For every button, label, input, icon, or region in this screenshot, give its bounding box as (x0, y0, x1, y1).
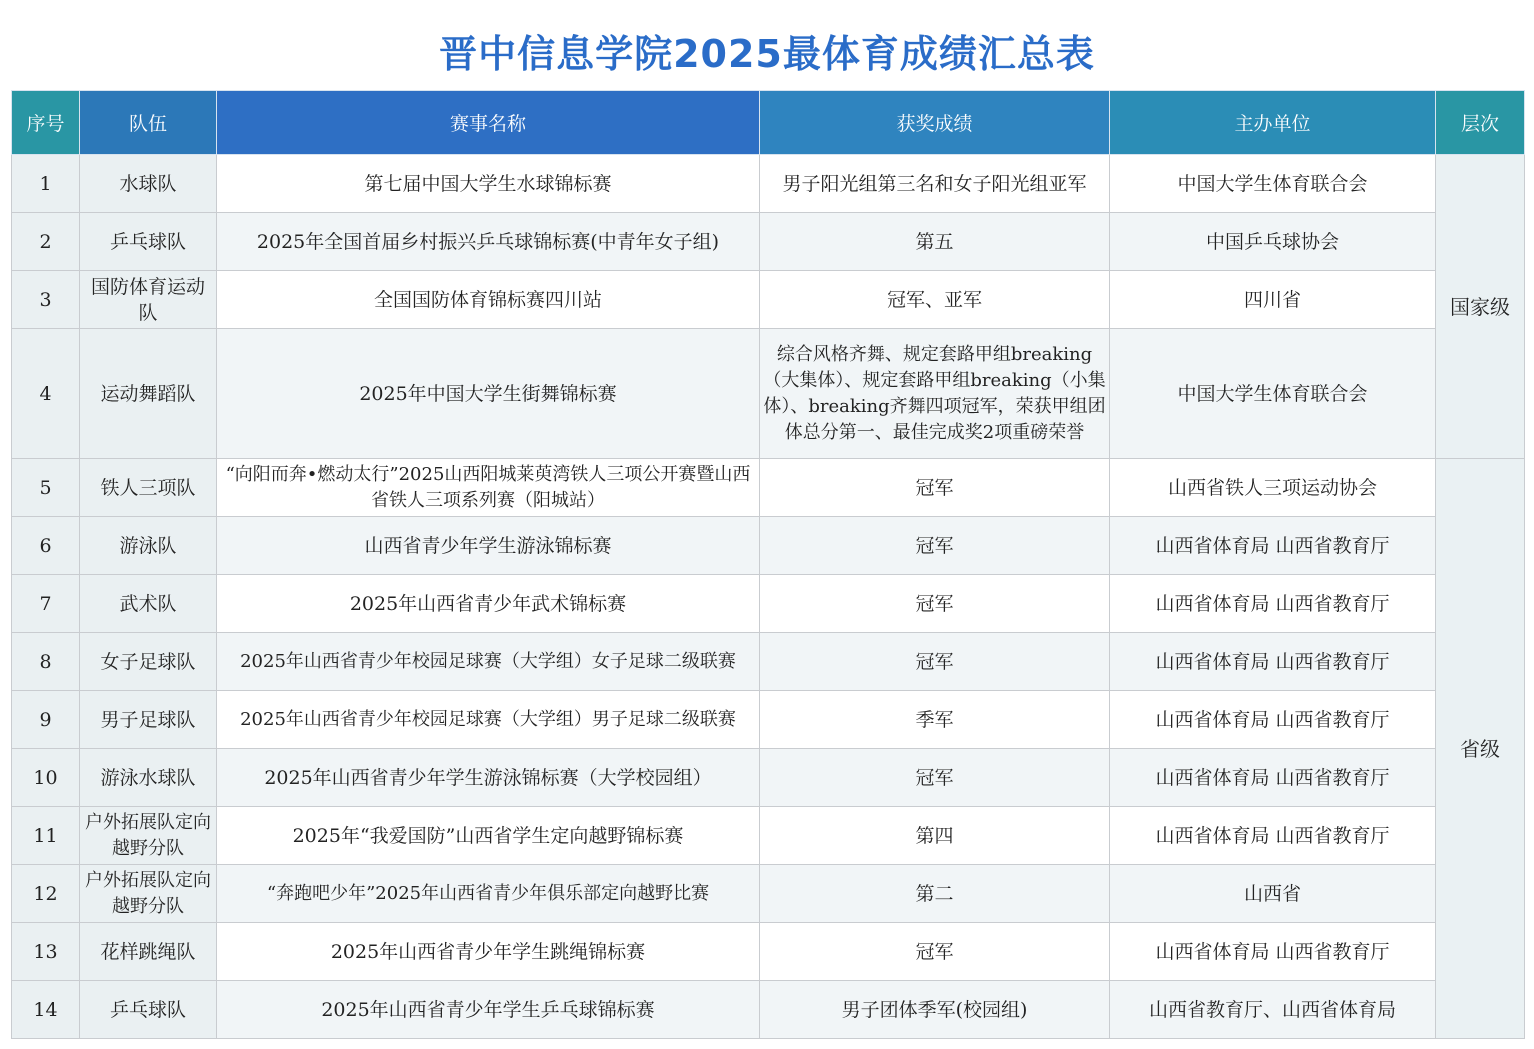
cell-organizer: 中国乒乓球协会 (1110, 213, 1436, 271)
cell-organizer: 中国大学生体育联合会 (1110, 155, 1436, 213)
cell-organizer: 山西省体育局 山西省教育厅 (1110, 923, 1436, 981)
header-event: 赛事名称 (217, 91, 760, 155)
header-result: 获奖成绩 (760, 91, 1110, 155)
table-row (12, 807, 1525, 865)
table-row (12, 691, 1525, 749)
header-team: 队伍 (80, 91, 217, 155)
cell-event: 2025年山西省青少年学生跳绳锦标赛 (217, 923, 760, 981)
cell-organizer: 山西省体育局 山西省教育厅 (1110, 749, 1436, 807)
table-row (12, 517, 1525, 575)
cell-team: 乒乓球队 (80, 213, 217, 271)
page-title: 晋中信息学院2025最体育成绩汇总表 (439, 32, 1095, 76)
header-level: 层次 (1436, 91, 1525, 155)
cell-result: 冠军 (760, 633, 1110, 691)
cell-event: 2025年山西省青少年学生乒乓球锦标赛 (217, 981, 760, 1039)
cell-no: 5 (12, 459, 80, 517)
cell-team: 国防体育运动队 (80, 271, 217, 329)
cell-no: 10 (12, 749, 80, 807)
cell-no: 6 (12, 517, 80, 575)
cell-event: 2025年全国首届乡村振兴乒乓球锦标赛(中青年女子组) (217, 213, 760, 271)
cell-event: 2025年山西省青少年校园足球赛（大学组）女子足球二级联赛 (217, 633, 760, 691)
table-row (12, 459, 1525, 517)
cell-no: 14 (12, 981, 80, 1039)
cell-no: 4 (12, 329, 80, 459)
table-row (12, 329, 1525, 459)
cell-team: 运动舞蹈队 (80, 329, 217, 459)
cell-result: 第二 (760, 865, 1110, 923)
cell-organizer: 山西省体育局 山西省教育厅 (1110, 691, 1436, 749)
cell-event: 山西省青少年学生游泳锦标赛 (217, 517, 760, 575)
cell-event: “向阳而奔•燃动太行”2025山西阳城莱萸湾铁人三项公开赛暨山西省铁人三项系列赛（阳城站） (217, 459, 760, 517)
cell-team: 铁人三项队 (80, 459, 217, 517)
table-row (12, 865, 1525, 923)
cell-event: 2025年山西省青少年武术锦标赛 (217, 575, 760, 633)
cell-no: 9 (12, 691, 80, 749)
table-row (12, 155, 1525, 213)
table-row (12, 213, 1525, 271)
cell-result: 冠军、亚军 (760, 271, 1110, 329)
cell-team: 男子足球队 (80, 691, 217, 749)
cell-team: 户外拓展队定向越野分队 (80, 865, 217, 923)
cell-result: 季军 (760, 691, 1110, 749)
cell-team: 户外拓展队定向越野分队 (80, 807, 217, 865)
cell-no: 2 (12, 213, 80, 271)
cell-event: 第七届中国大学生水球锦标赛 (217, 155, 760, 213)
cell-event: 全国国防体育锦标赛四川站 (217, 271, 760, 329)
table-row (12, 271, 1525, 329)
cell-organizer: 山西省 (1110, 865, 1436, 923)
cell-result: 冠军 (760, 575, 1110, 633)
cell-team: 水球队 (80, 155, 217, 213)
cell-no: 12 (12, 865, 80, 923)
cell-result: 男子团体季军(校园组) (760, 981, 1110, 1039)
results-table (11, 90, 1525, 1039)
cell-no: 1 (12, 155, 80, 213)
cell-organizer: 山西省教育厅、山西省体育局 (1110, 981, 1436, 1039)
cell-organizer: 中国大学生体育联合会 (1110, 329, 1436, 459)
cell-event: 2025年山西省青少年校园足球赛（大学组）男子足球二级联赛 (217, 691, 760, 749)
cell-level-provincial: 省级 (1436, 459, 1525, 1039)
cell-no: 7 (12, 575, 80, 633)
table-row (12, 749, 1525, 807)
table-row (12, 981, 1525, 1039)
cell-event: 2025年“我爱国防”山西省学生定向越野锦标赛 (217, 807, 760, 865)
cell-organizer: 山西省铁人三项运动协会 (1110, 459, 1436, 517)
cell-team: 花样跳绳队 (80, 923, 217, 981)
cell-event: 2025年中国大学生街舞锦标赛 (217, 329, 760, 459)
header-no: 序号 (12, 91, 80, 155)
cell-result: 第四 (760, 807, 1110, 865)
cell-no: 3 (12, 271, 80, 329)
cell-result: 冠军 (760, 749, 1110, 807)
cell-no: 11 (12, 807, 80, 865)
cell-result: 冠军 (760, 517, 1110, 575)
table-row (12, 575, 1525, 633)
cell-event: “奔跑吧少年”2025年山西省青少年俱乐部定向越野比赛 (217, 865, 760, 923)
cell-result: 冠军 (760, 923, 1110, 981)
cell-result: 冠军 (760, 459, 1110, 517)
cell-no: 13 (12, 923, 80, 981)
table-row (12, 633, 1525, 691)
cell-no: 8 (12, 633, 80, 691)
cell-result: 第五 (760, 213, 1110, 271)
header-organizer: 主办单位 (1110, 91, 1436, 155)
cell-team: 乒乓球队 (80, 981, 217, 1039)
cell-organizer: 山西省体育局 山西省教育厅 (1110, 517, 1436, 575)
table-row (12, 923, 1525, 981)
cell-organizer: 山西省体育局 山西省教育厅 (1110, 575, 1436, 633)
cell-team: 游泳队 (80, 517, 217, 575)
cell-team: 游泳水球队 (80, 749, 217, 807)
header-row (12, 91, 1525, 155)
cell-event: 2025年山西省青少年学生游泳锦标赛（大学校园组） (217, 749, 760, 807)
cell-team: 女子足球队 (80, 633, 217, 691)
cell-team: 武术队 (80, 575, 217, 633)
cell-result: 男子阳光组第三名和女子阳光组亚军 (760, 155, 1110, 213)
cell-level-national: 国家级 (1436, 155, 1525, 459)
cell-organizer: 山西省体育局 山西省教育厅 (1110, 633, 1436, 691)
cell-organizer: 山西省体育局 山西省教育厅 (1110, 807, 1436, 865)
cell-organizer: 四川省 (1110, 271, 1436, 329)
cell-result: 综合风格齐舞、规定套路甲组breaking（大集体）、规定套路甲组breaking（小集体）、breaking齐舞四项冠军，荣获甲组团体总分第一、最佳完成奖2项重磅荣誉 (760, 329, 1110, 459)
